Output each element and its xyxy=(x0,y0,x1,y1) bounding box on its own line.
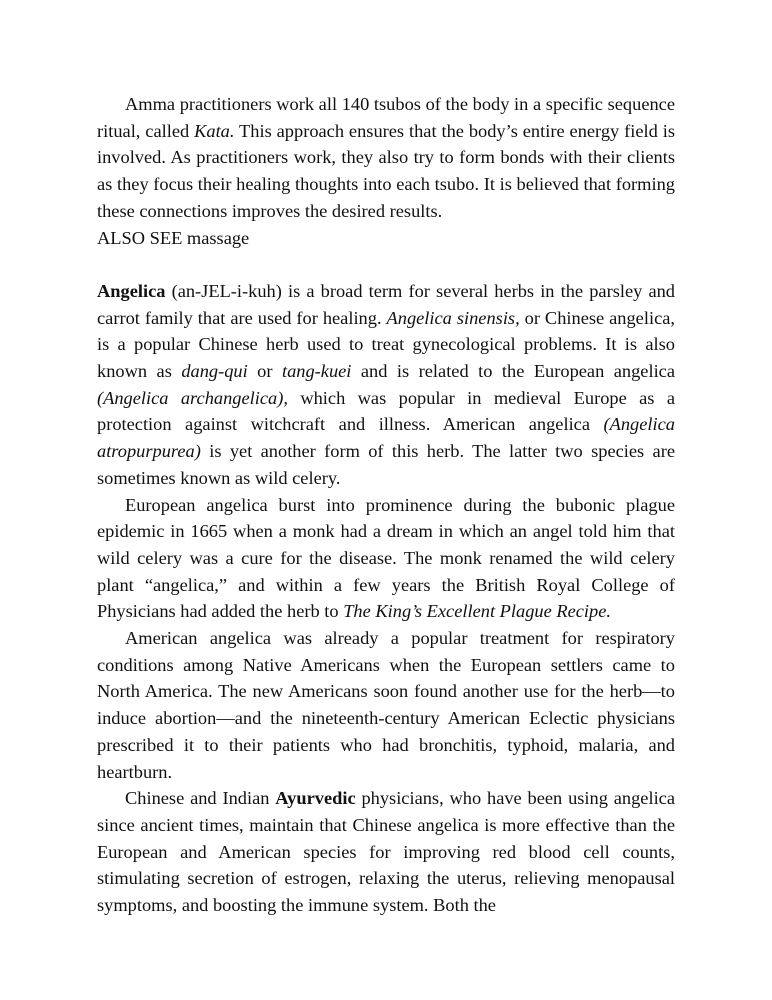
angelica-intro-text-f: is yet another form of this herb. The latter two species are sometimes known as wild celery. xyxy=(97,441,675,488)
angelica-intro-paragraph xyxy=(97,278,675,492)
ayurvedic-text-rest: physicians, who have been using angelica since ancient times, maintain that Chinese angelica is more effective than the European and American species for improving red blood cell counts, stimulating secretion of estrogen, relaxing the uterus, relieving menopausal symptoms, and boosting the immune system. Both the xyxy=(97,788,675,916)
plague-text: European angelica burst into prominence during the bubonic plague epidemic in 1665 when a monk had a dream in which an angel told him that wild celery was a cure for the disease. The monk renamed the wild celery plant “angelica,” and within a few years the British Royal College of Physicians had added the herb to xyxy=(97,494,675,622)
document-page xyxy=(97,91,675,919)
angelica-intro-text: (an-JEL-i-kuh) is a broad term for several herbs in the parsley and carrot family that are used for healing. xyxy=(97,280,675,328)
kata-term: Kata. xyxy=(194,120,235,141)
amma-text: Amma practitioners work all 140 tsubos of the body in a specific sequence ritual, called xyxy=(97,94,675,141)
ayurvedic-paragraph xyxy=(97,785,675,919)
tang-kuei-term: tang-kuei xyxy=(281,361,352,382)
see-also-link[interactable]: ALSO SEE massage xyxy=(97,227,250,248)
plague-paragraph xyxy=(97,492,675,626)
entry-spacer xyxy=(97,251,675,278)
angelica-intro-text-b: or Chinese angelica, is a popular Chinese herb used to treat gynecological problems. It is also known as xyxy=(97,307,675,382)
ayurvedic-term: Ayurvedic xyxy=(275,788,356,809)
amma-paragraph xyxy=(97,91,675,225)
angelica-archangelica-term: (Angelica archangelica), xyxy=(97,387,288,408)
angelica-atropurpurea-term: (Angelica atropurpurea) xyxy=(97,414,675,462)
angelica-intro-text-e: which was popular in medieval Europe as a protection against witchcraft and illness. American angelica xyxy=(97,387,675,435)
angelica-sinensis-term: Angelica sinensis, xyxy=(386,307,520,328)
angelica-intro-text-c: or xyxy=(247,361,282,382)
ayurvedic-text: Chinese and Indian xyxy=(125,788,276,809)
plague-recipe-title: The King’s Excellent Plague Recipe. xyxy=(343,601,611,622)
amma-text-rest: This approach ensures that the body’s entire energy field is involved. As practitioners work, they also try to form bonds with their clients as they focus their healing thoughts into each tsubo. It is believed that forming these connections improves the desired results. xyxy=(97,120,675,221)
dang-qui-term: dang-qui xyxy=(181,361,248,382)
american-angelica-paragraph: American angelica was already a popular treatment for respiratory conditions among Native Americans when the European settlers came to North America. The new Americans soon found another use for the herb—to induce abortion—and the nineteenth-century American Eclectic physicians prescribed it to their patients who had bronchitis, typhoid, malaria, and heartburn. xyxy=(97,628,675,782)
angelica-headword: Angelica xyxy=(97,280,166,301)
angelica-intro-text-d: and is related to the European angelica xyxy=(351,361,676,382)
